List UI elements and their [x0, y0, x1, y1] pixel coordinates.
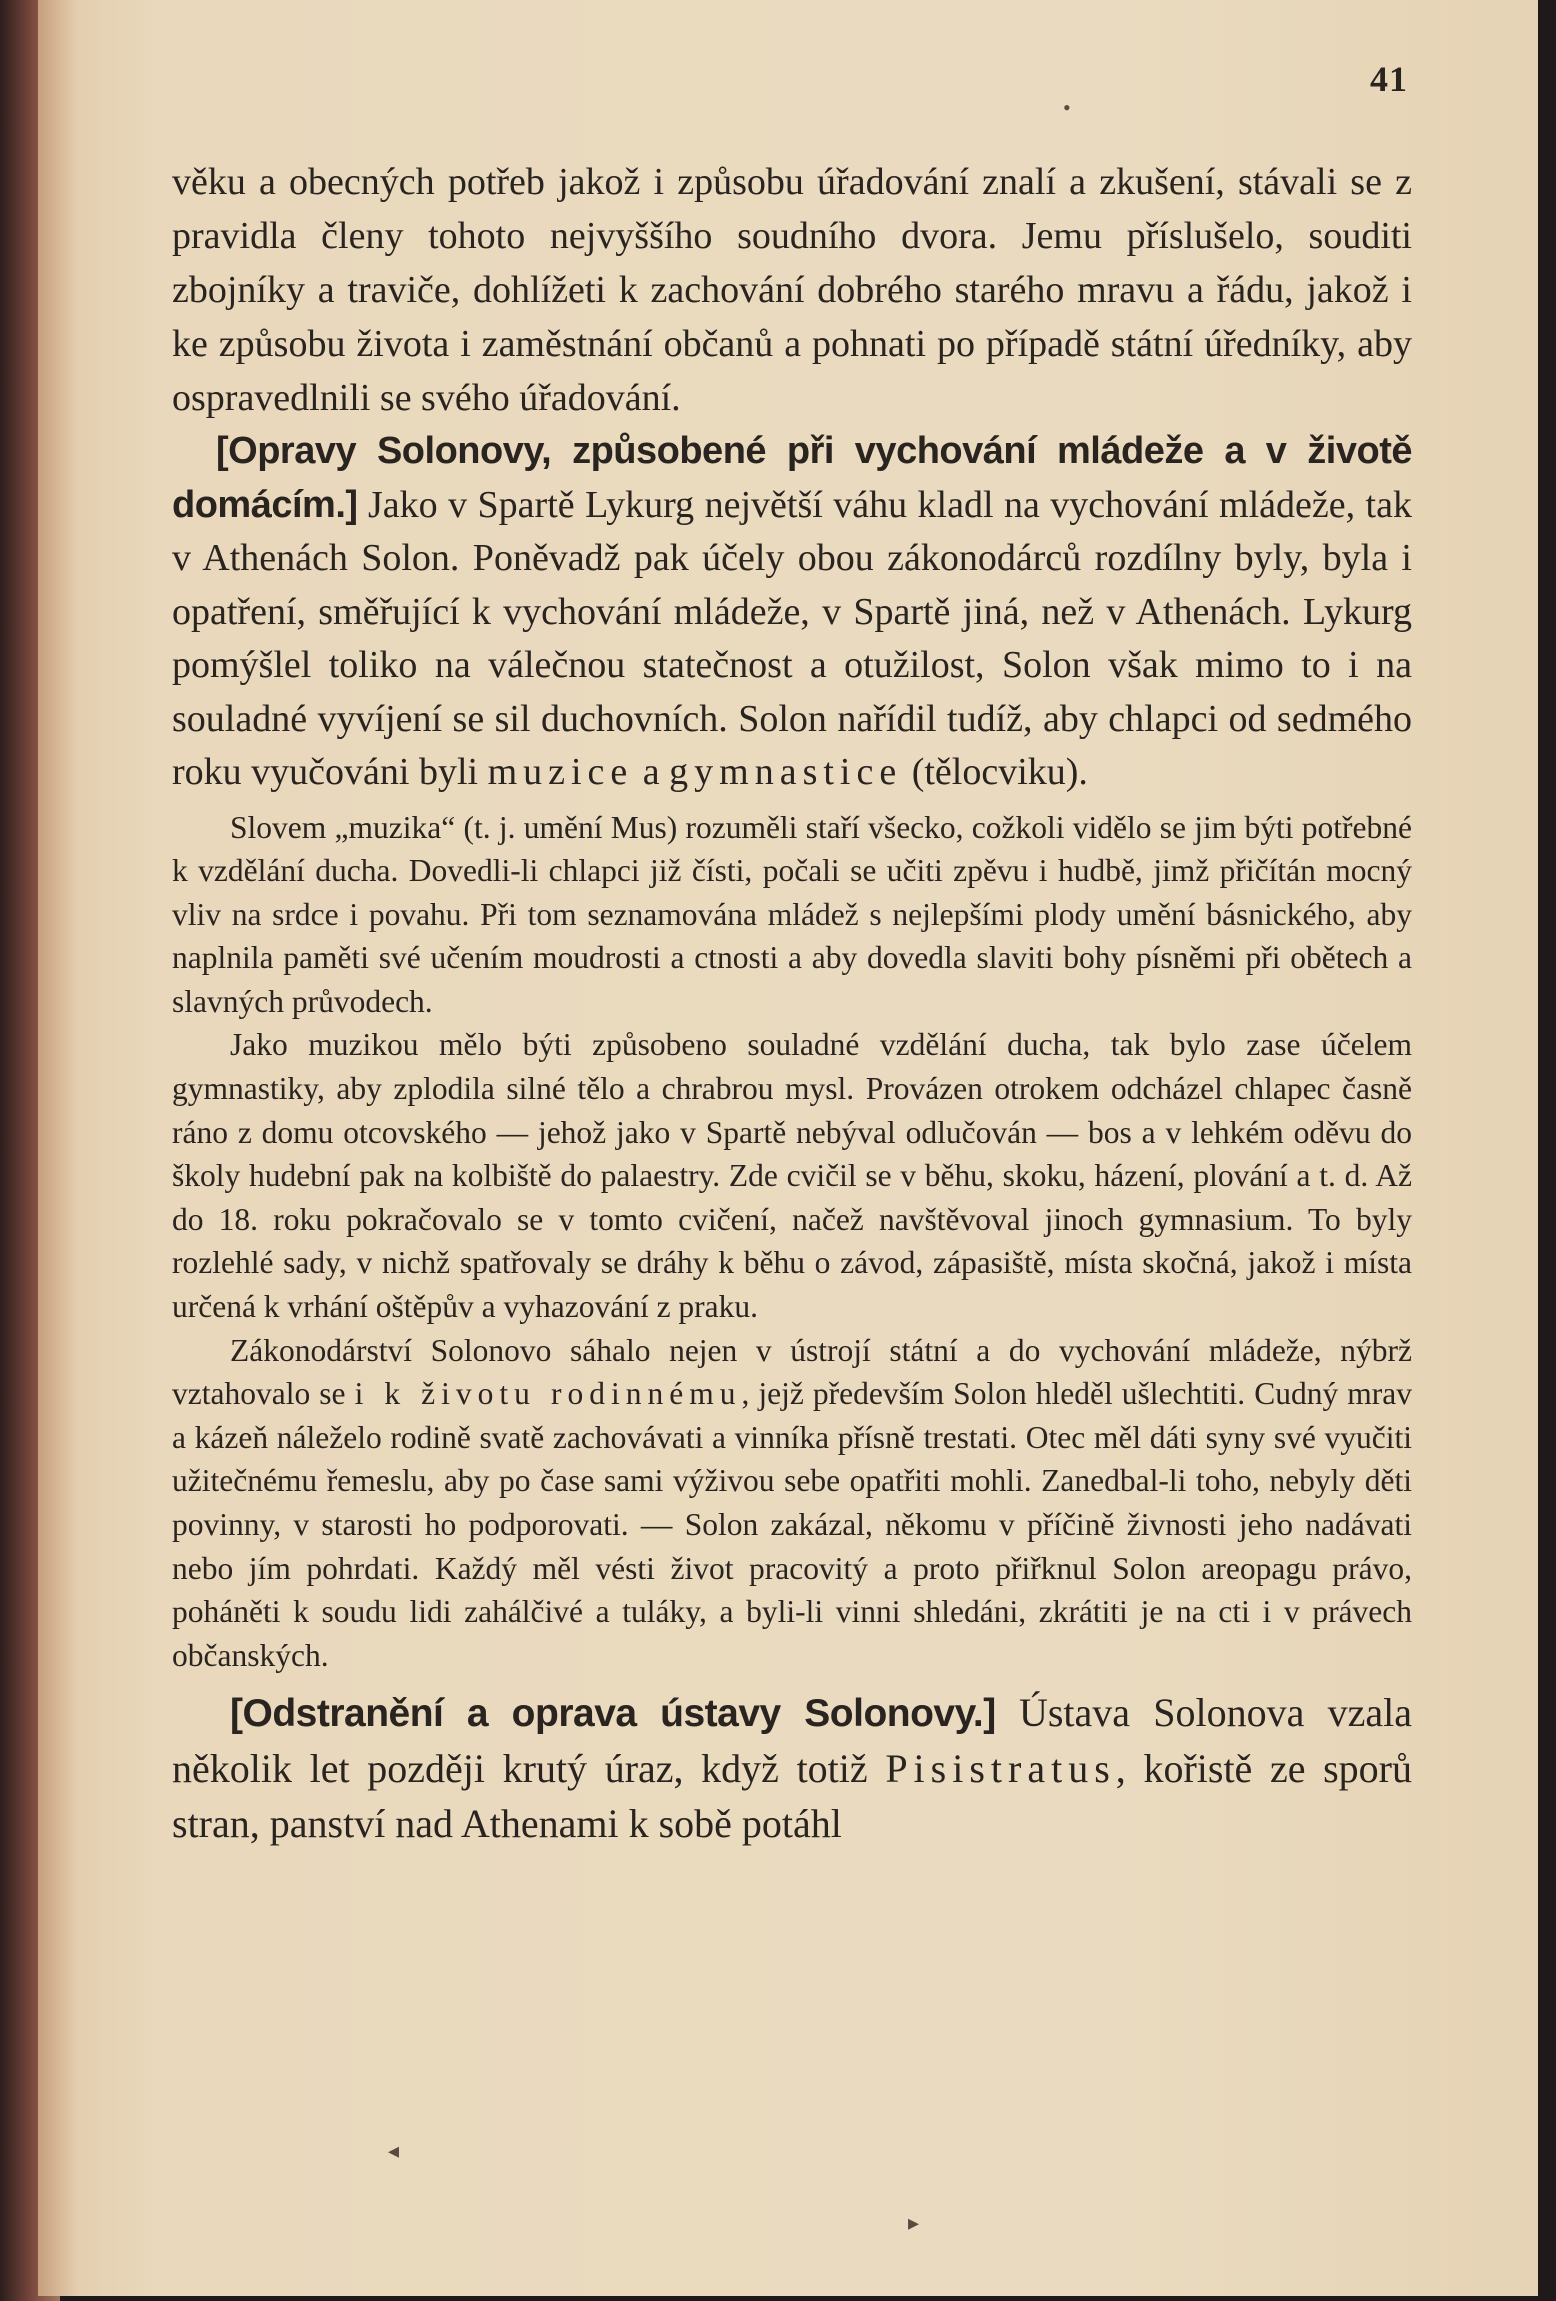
- education-text-3: (tělocviku).: [902, 751, 1088, 793]
- print-speck: ▸: [908, 2210, 920, 2235]
- print-speck: •: [1063, 95, 1071, 120]
- constitution-text-1: Ústava Solonova vzala několik let později krutý úraz, když totiž: [172, 1690, 1412, 1792]
- music-paragraph: Slovem „muzika“ (t. j. umění Mus) rozuměli staří všecko, cožkoli vidělo se jim býti potřebné k vzdělání ducha. Dovedli-li chlapci již čísti, počali se učiti zpěvu i hudbě, jimž přičítán mocný vliv na srdce i povahu. Při tom seznamována mládež s nejlepšími plody umění básnického, aby naplnila paměti své učením moudrosti a ctnosti a aby dovedla slaviti bohy písněmi při obětech a slavných průvodech.: [172, 809, 1412, 1019]
- family-law-paragraph: [172, 1329, 1412, 1678]
- education-paragraph: [172, 425, 1412, 800]
- family-text-2: , jejž především Solon hleděl ušlechtiti. Cudný mrav a kázeň náleželo rodině svatě zachovávati a vinníka přísně trestati. Otec měl dáti syny své vyučiti užitečnému řemeslu, aby po čase sami výživou sebe opatřiti mohli. Zanedbal-li toho, nebyly děti povinny, v starosti ho podporovati. — Solon zakázal, někomu v příčině živnosti jeho nadávati nebo jím pohrdati. Každý měl vésti život pracovitý a proto přiřknul Solon areopagu právo, poháněti k soudu lidi zahálčivé a tuláky, a byli-li vinni shledáni, zkrátiti je na cti i v právech občanských.: [172, 1376, 1412, 1673]
- section-heading-education: [Opravy Solonovy, způsobené při vychování mládeže a v životě domácím.]: [172, 430, 1412, 526]
- education-text-1: Jako v Spartě Lykurg největší váhu kladl na vychování mládeže, tak v Athenách Solon. Poněvadž pak účely obou zákonodárců rozdílny byly, byla i opatření, směřující k vychování mládeže, v Spartě jiná, než v Athenách. Lykurg pomýšlel toliko na válečnou statečnost a otužilost, Solon však mimo to i na souladné vyvíjení se sil duchovních. Solon nařídil tudíž, aby chlapci od sedmého roku vyučováni byli: [172, 483, 1412, 793]
- constitution-text-2: , kořistě ze sporů stran, panství nad Athenami k sobě potáhl: [172, 1746, 1412, 1847]
- emphasis-family-life: i k životu rodinnému: [354, 1376, 742, 1412]
- book-page: [38, 0, 1538, 2296]
- emphasis-gymnastice: gymnastice: [669, 751, 903, 793]
- intro-paragraph: věku a obecných potřeb jakož i způsobu úřadování znalí a zkušení, stávali se z pravidla členy tohoto nejvyššího soudního dvora. Jemu příslušelo, souditi zbojníky a traviče, dohlížeti k zachování dobrého starého mravu a řádu, jakož i ke způsobu života i zaměstnání občanů a pohnati po případě státní úředníky, aby ospravedlnili se svého úřadování.: [172, 161, 1412, 419]
- page-number: 41: [1370, 59, 1408, 99]
- family-text-1: Zákonodárství Solonovo sáhalo nejen v ústrojí státní a do vychování mládeže, nýbrž vztahovalo se: [172, 1332, 1412, 1412]
- page-text: [172, 155, 1412, 1851]
- emphasis-pisistratus: Pisistratus: [885, 1746, 1116, 1792]
- section-heading-constitution: [Odstranění a oprava ústavy Solonovy.]: [230, 1692, 996, 1736]
- education-text-2: a: [633, 751, 670, 793]
- emphasis-muzice: muzice: [487, 751, 634, 793]
- print-speck: ◂: [388, 2138, 400, 2163]
- gymnastics-paragraph: Jako muzikou mělo býti způsobeno souladné vzdělání ducha, tak bylo zase účelem gymnastiky, aby zplodila silné tělo a chrabrou mysl. Provázen otrokem odcházel chlapec časně ráno z domu otcovského — jehož jako v Spartě nebýval odlučován — bos a v lehkém oděvu do školy hudební pak na kolbiště do palaestry. Zde cvičil se v běhu, skoku, házení, plování a t. d. Až do 18. roku pokračovalo se v tomto cvičení, načež navštěvoval jinoch gymnasium. To byly rozlehlé sady, v nichž spatřovaly se dráhy k běhu o závod, zápasiště, místa skočná, jakož i místa určená k vrhání oštěpův a vyhazování z praku.: [172, 1027, 1412, 1325]
- constitution-paragraph: [172, 1685, 1412, 1851]
